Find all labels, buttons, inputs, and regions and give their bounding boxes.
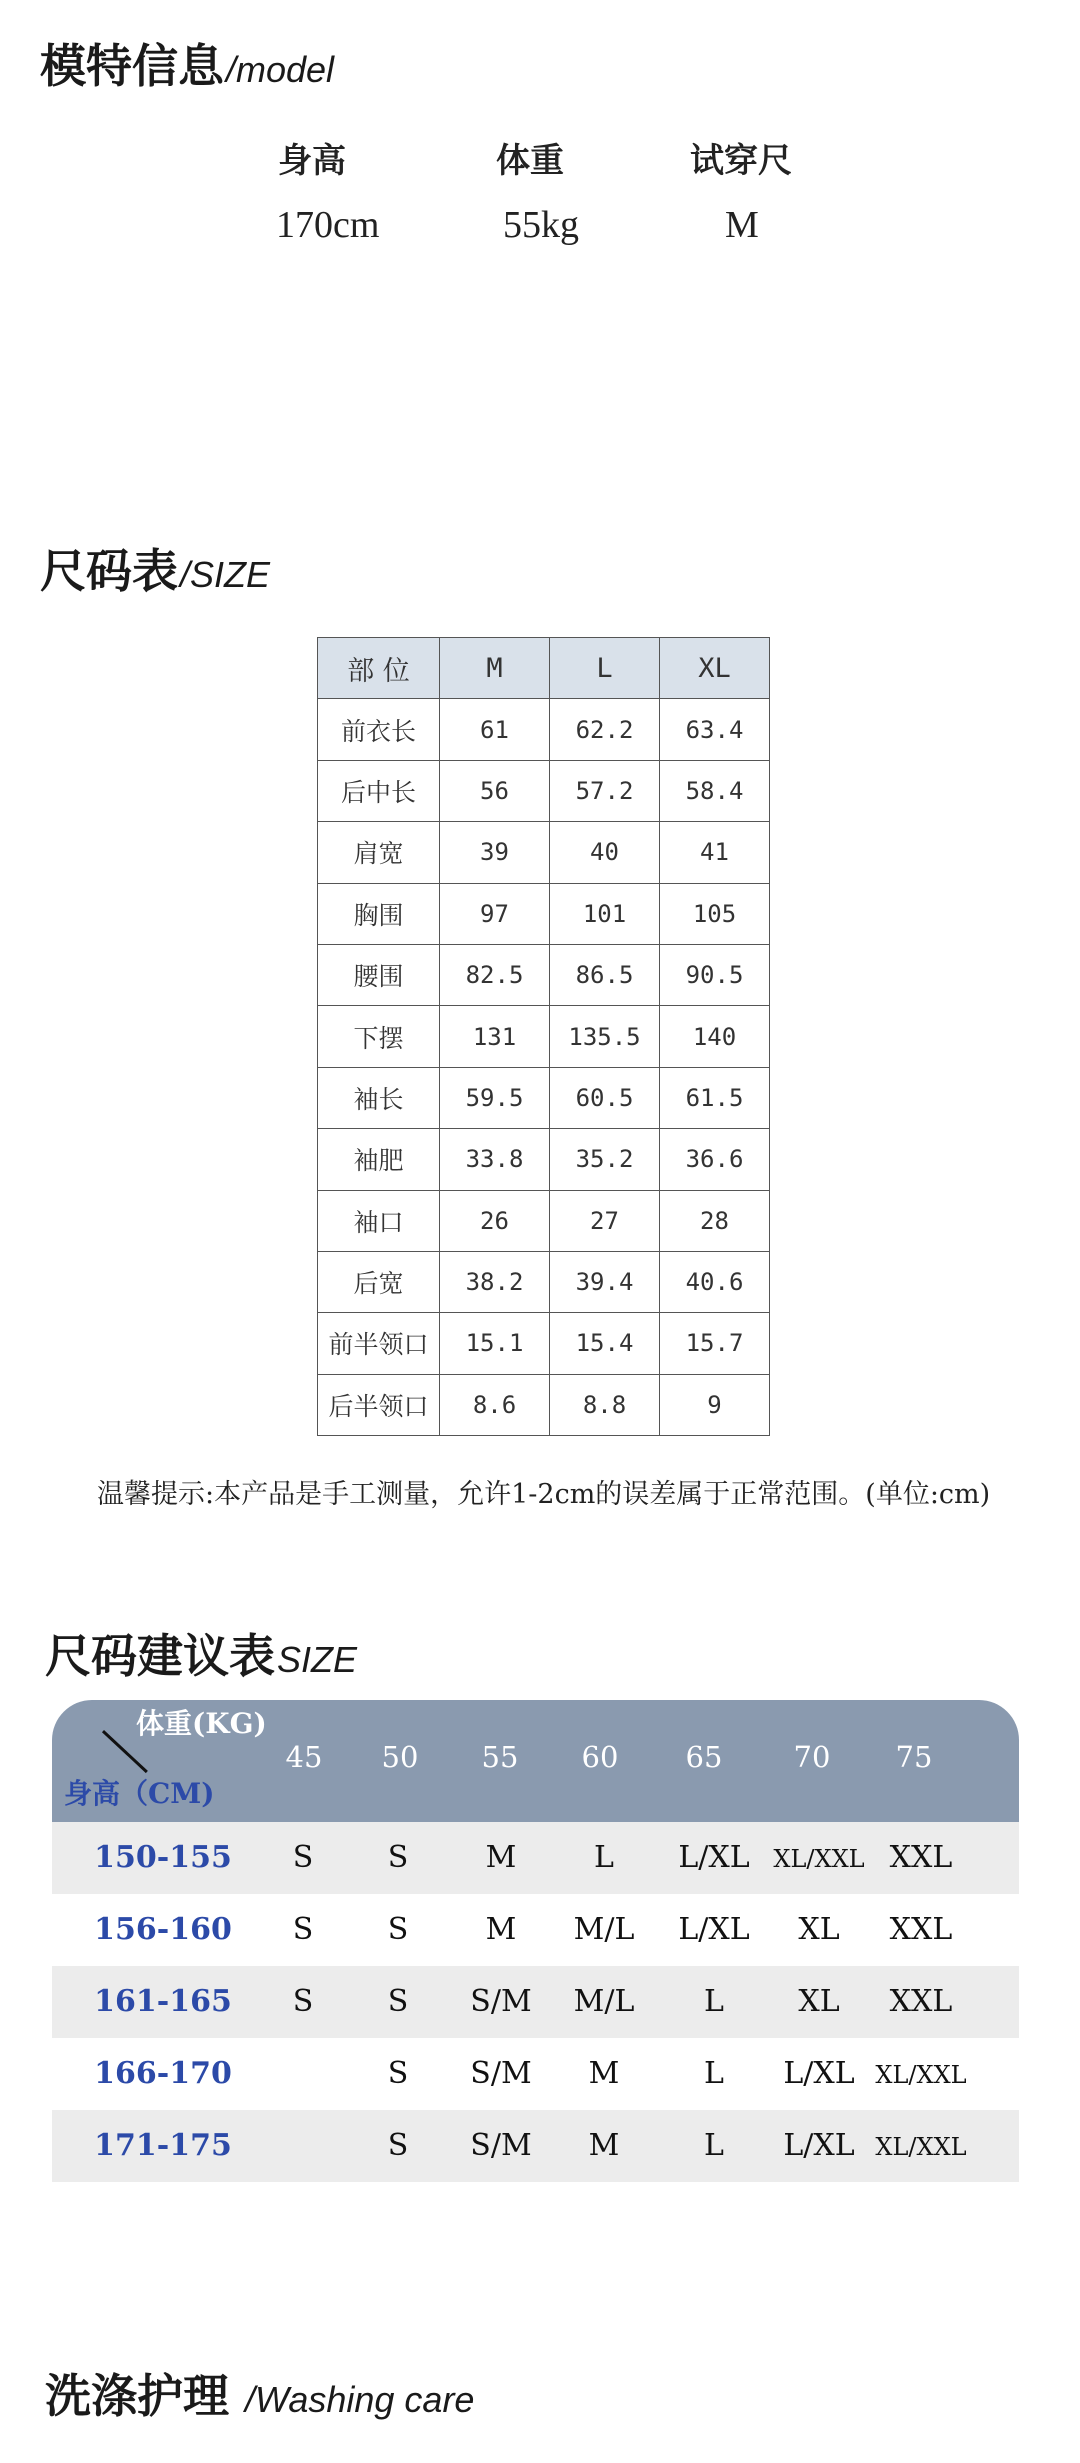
size-title-en: /SIZE: [180, 554, 271, 595]
measurement-cell: 39: [440, 822, 550, 883]
recommended-size-cell: S: [292, 1840, 314, 1875]
recommended-size-cell: M: [485, 1912, 517, 1947]
table-row: [318, 1251, 770, 1312]
model-section-title: [40, 30, 334, 96]
recommend-header: [52, 1700, 1019, 1822]
weight-column-header: 45: [285, 1740, 323, 1774]
measurement-cell: 135.5: [550, 1006, 660, 1067]
recommended-size-cell: XL: [798, 1984, 840, 2019]
recommend-section-title: [45, 1620, 357, 1686]
header-size: M: [440, 638, 550, 699]
recommended-size-cell: M: [588, 2056, 620, 2091]
measurement-cell: 62.2: [550, 699, 660, 760]
table-row: [318, 1190, 770, 1251]
washing-section-title: [45, 2360, 474, 2426]
measurement-cell: 101: [550, 883, 660, 944]
washing-title-cn: 洗涤护理: [45, 2369, 229, 2423]
size-title-cn: 尺码表: [40, 544, 178, 598]
recommended-size-cell: S/M: [470, 1984, 532, 2019]
recommended-size-cell: XL/XXL: [875, 2133, 967, 2161]
measurement-cell: 97: [440, 883, 550, 944]
measurement-cell: 56: [440, 760, 550, 821]
measurement-cell: 41: [660, 822, 770, 883]
recommended-size-cell: S: [387, 1984, 409, 2019]
measurement-cell: 57.2: [550, 760, 660, 821]
measurement-cell: 15.4: [550, 1313, 660, 1374]
height-range-cell: 156-160: [94, 1912, 232, 1947]
header-size: L: [550, 638, 660, 699]
weight-column-header: 50: [381, 1740, 419, 1774]
table-row: [318, 822, 770, 883]
measurement-cell: 27: [550, 1190, 660, 1251]
height-range-cell: 150-155: [94, 1840, 232, 1875]
measurement-cell: 15.1: [440, 1313, 550, 1374]
measurement-cell: 61: [440, 699, 550, 760]
list-item: [52, 1894, 1019, 1966]
measurement-cell: 60.5: [550, 1067, 660, 1128]
weight-column-header: 65: [685, 1740, 723, 1774]
measurement-cell: 40.6: [660, 1251, 770, 1312]
model-label-weight: 体重: [496, 141, 564, 181]
recommended-size-cell: S: [292, 1984, 314, 2019]
measurement-cell: 131: [440, 1006, 550, 1067]
measurement-cell: 59.5: [440, 1067, 550, 1128]
measurement-cell: 63.4: [660, 699, 770, 760]
recommended-size-cell: S/M: [470, 2128, 532, 2163]
weight-column-header: 55: [481, 1740, 519, 1774]
recommended-size-cell: S: [387, 2128, 409, 2163]
measurement-cell: 36.6: [660, 1129, 770, 1190]
part-name-cell: 袖肥: [318, 1129, 440, 1190]
measurement-cell: 9: [660, 1374, 770, 1435]
height-range-cell: 161-165: [94, 1984, 232, 2019]
part-name-cell: 下摆: [318, 1006, 440, 1067]
weight-axis-label: 体重(KG): [136, 1707, 267, 1740]
recommended-size-cell: S: [387, 1840, 409, 1875]
table-row: [318, 1374, 770, 1435]
list-item: [52, 2038, 1019, 2110]
model-title-cn: 模特信息: [40, 39, 224, 93]
height-range-cell: 171-175: [94, 2128, 232, 2163]
weight-column-header: 70: [793, 1740, 831, 1774]
measurement-cell: 33.8: [440, 1129, 550, 1190]
part-name-cell: 肩宽: [318, 822, 440, 883]
table-row: [318, 1067, 770, 1128]
recommended-size-cell: L: [704, 2056, 724, 2091]
table-row: [318, 1313, 770, 1374]
recommended-size-cell: XL/XXL: [773, 1845, 865, 1873]
measurement-cell: 15.7: [660, 1313, 770, 1374]
model-title-en: /model: [226, 49, 335, 90]
measurement-cell: 58.4: [660, 760, 770, 821]
measurement-cell: 39.4: [550, 1251, 660, 1312]
recommended-size-cell: M: [588, 2128, 620, 2163]
measurement-cell: 82.5: [440, 944, 550, 1005]
recommended-size-cell: L/XL: [678, 1912, 750, 1947]
model-value-fit-size: M: [725, 204, 759, 246]
weight-column-header: 75: [895, 1740, 933, 1774]
recommended-size-cell: L: [704, 2128, 724, 2163]
list-item: [52, 1822, 1019, 1894]
recommended-size-cell: M/L: [573, 1912, 635, 1947]
recommended-size-cell: XXL: [889, 1912, 953, 1947]
recommended-size-cell: M: [485, 1840, 517, 1875]
height-range-cell: 166-170: [94, 2056, 232, 2091]
part-name-cell: 袖长: [318, 1067, 440, 1128]
list-item: [52, 2110, 1019, 2182]
header-size: XL: [660, 638, 770, 699]
recommended-size-cell: XL: [798, 1912, 840, 1947]
recommended-size-cell: L/XL: [783, 2128, 855, 2163]
part-name-cell: 前半领口: [318, 1313, 440, 1374]
part-name-cell: 后宽: [318, 1251, 440, 1312]
washing-title-en: /Washing care: [245, 2379, 475, 2420]
table-row: [318, 944, 770, 1005]
size-section-title: [40, 535, 270, 601]
recommend-title-cn: 尺码建议表: [45, 1629, 275, 1683]
weight-column-header: 60: [581, 1740, 619, 1774]
size-table: [317, 637, 770, 1436]
measurement-cell: 26: [440, 1190, 550, 1251]
recommended-size-cell: L/XL: [678, 1840, 750, 1875]
part-name-cell: 前衣长: [318, 699, 440, 760]
table-row: [318, 1129, 770, 1190]
measurement-cell: 90.5: [660, 944, 770, 1005]
measurement-cell: 38.2: [440, 1251, 550, 1312]
measurement-cell: 8.6: [440, 1374, 550, 1435]
table-row: [318, 1006, 770, 1067]
measurement-cell: 105: [660, 883, 770, 944]
measurement-cell: 86.5: [550, 944, 660, 1005]
part-name-cell: 腰围: [318, 944, 440, 1005]
list-item: [52, 1966, 1019, 2038]
measurement-cell: 40: [550, 822, 660, 883]
recommended-size-cell: XXL: [889, 1984, 953, 2019]
part-name-cell: 后中长: [318, 760, 440, 821]
measurement-cell: 61.5: [660, 1067, 770, 1128]
recommended-size-cell: XL/XXL: [875, 2061, 967, 2089]
measurement-cell: 28: [660, 1190, 770, 1251]
table-row: [318, 760, 770, 821]
size-table-header: [318, 638, 770, 699]
recommend-title-en: SIZE: [277, 1639, 358, 1680]
model-value-weight: 55kg: [503, 204, 579, 246]
table-row: [318, 883, 770, 944]
model-label-height: 身高: [278, 141, 346, 181]
recommended-size-cell: S/M: [470, 2056, 532, 2091]
part-name-cell: 袖口: [318, 1190, 440, 1251]
measurement-note: 温馨提示:本产品是手工测量，允许1-2cm的误差属于正常范围。(单位:cm): [97, 1479, 991, 1510]
part-name-cell: 后半领口: [318, 1374, 440, 1435]
table-row: [318, 699, 770, 760]
model-value-height: 170cm: [276, 204, 380, 246]
height-axis-label: 身高（CM): [64, 1777, 215, 1810]
measurement-cell: 8.8: [550, 1374, 660, 1435]
header-part: 部 位: [318, 638, 440, 699]
recommended-size-cell: XXL: [889, 1840, 953, 1875]
recommended-size-cell: S: [387, 1912, 409, 1947]
measurement-cell: 35.2: [550, 1129, 660, 1190]
recommended-size-cell: L: [594, 1840, 614, 1875]
model-label-fit-size: 试穿尺: [690, 141, 792, 181]
measurement-cell: 140: [660, 1006, 770, 1067]
recommended-size-cell: M/L: [573, 1984, 635, 2019]
recommended-size-cell: S: [292, 1912, 314, 1947]
recommended-size-cell: S: [387, 2056, 409, 2091]
recommended-size-cell: L: [704, 1984, 724, 2019]
part-name-cell: 胸围: [318, 883, 440, 944]
recommended-size-cell: L/XL: [783, 2056, 855, 2091]
